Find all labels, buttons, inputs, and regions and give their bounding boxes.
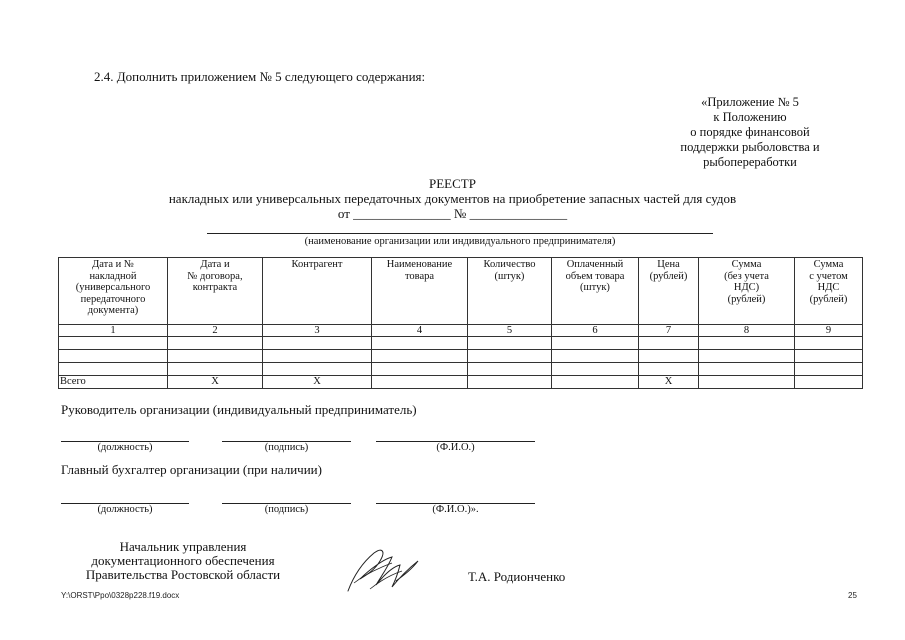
head-signature-title: Руководитель организации (индивидуальный предприниматель)	[61, 402, 417, 417]
table-cell	[699, 350, 795, 363]
position-caption: (должность)	[97, 504, 153, 515]
total-cell	[699, 376, 795, 389]
appendix-line-1: «Приложение № 5	[701, 95, 799, 109]
chief-title-line-1: Начальник управления	[119, 539, 247, 554]
appendix-line-4: поддержки рыболовства и	[680, 140, 820, 154]
handwritten-signature	[340, 545, 430, 595]
register-title: РЕЕСТР	[429, 176, 476, 191]
table-cell	[372, 363, 468, 376]
position-caption: (должность)	[97, 442, 153, 453]
table-cell	[639, 350, 699, 363]
table-cell	[468, 363, 552, 376]
table-cell	[263, 350, 372, 363]
appendix-line-2: к Положению	[713, 110, 787, 124]
appendix-header	[640, 95, 860, 170]
chief-title-line-2: документационного обеспечения	[91, 553, 275, 568]
total-row	[59, 376, 863, 389]
column-number: 2	[168, 325, 263, 337]
column-number-row	[59, 325, 863, 337]
total-cell: X	[168, 376, 263, 389]
amendment-intro: 2.4. Дополнить приложением № 5 следующего содержания:	[94, 69, 426, 84]
total-label: Всего	[59, 376, 168, 389]
table-cell	[795, 350, 863, 363]
table-cell	[552, 350, 639, 363]
organization-name-line	[207, 233, 713, 234]
header-contract-date-number: Дата и № договора, контракта	[168, 258, 263, 325]
table-cell	[372, 337, 468, 350]
table-cell	[59, 350, 168, 363]
register-table	[58, 257, 863, 389]
chief-title-line-3: Правительства Ростовской области	[85, 567, 281, 582]
signature-caption: (подпись)	[264, 504, 309, 515]
column-number: 5	[468, 325, 552, 337]
table-row	[59, 350, 863, 363]
table-cell	[552, 337, 639, 350]
column-number: 7	[639, 325, 699, 337]
column-number: 1	[59, 325, 168, 337]
total-cell	[795, 376, 863, 389]
header-product-name: Наименование товара	[372, 258, 468, 325]
total-cell: X	[639, 376, 699, 389]
table-cell	[795, 337, 863, 350]
table-cell	[263, 363, 372, 376]
page-number: 25	[848, 591, 857, 600]
appendix-line-3: о порядке финансовой	[690, 125, 810, 139]
total-cell: X	[263, 376, 372, 389]
full-name-caption: (Ф.И.О.)	[436, 442, 475, 453]
header-sum-with-vat: Сумма с учетом НДС (рублей)	[795, 258, 863, 325]
table-cell	[795, 363, 863, 376]
table-cell	[552, 363, 639, 376]
column-number: 3	[263, 325, 372, 337]
signature-caption: (подпись)	[264, 442, 309, 453]
table-row	[59, 363, 863, 376]
table-cell	[468, 350, 552, 363]
table-cell	[168, 363, 263, 376]
table-cell	[699, 363, 795, 376]
total-cell	[552, 376, 639, 389]
table-cell	[263, 337, 372, 350]
table-cell	[699, 337, 795, 350]
table-cell	[639, 363, 699, 376]
column-number: 6	[552, 325, 639, 337]
register-subtitle: накладных или универсальных передаточных документов на приобретение запасных частей для судов	[168, 191, 737, 206]
header-sum-without-vat: Сумма (без учета НДС) (рублей)	[699, 258, 795, 325]
table-cell	[372, 350, 468, 363]
total-cell	[468, 376, 552, 389]
table-cell	[639, 337, 699, 350]
chief-name: Т.А. Родионченко	[468, 569, 566, 584]
table-header-row	[59, 258, 863, 325]
header-invoice-date-number: Дата и № накладной (универсального передаточного документа)	[59, 258, 168, 325]
header-quantity: Количество (штук)	[468, 258, 552, 325]
full-name-caption: (Ф.И.О.)».	[432, 504, 479, 515]
chief-title	[58, 540, 308, 582]
table-cell	[168, 337, 263, 350]
header-paid-volume: Оплаченный объем товара (штук)	[552, 258, 639, 325]
table-cell	[468, 337, 552, 350]
table-row	[59, 337, 863, 350]
column-number: 4	[372, 325, 468, 337]
total-cell	[372, 376, 468, 389]
document-file-path: Y:\ORST\Ppo\0328p228.f19.docx	[61, 591, 180, 600]
accountant-signature-title: Главный бухгалтер организации (при наличии)	[61, 462, 322, 477]
table-cell	[168, 350, 263, 363]
column-number: 8	[699, 325, 795, 337]
appendix-line-5: рыбопереработки	[703, 155, 797, 169]
column-number: 9	[795, 325, 863, 337]
organization-name-caption: (наименование организации или индивидуального предпринимателя)	[304, 236, 616, 247]
table-cell	[59, 337, 168, 350]
table-cell	[59, 363, 168, 376]
header-price: Цена (рублей)	[639, 258, 699, 325]
register-date-number-line: от _______________ № _______________	[337, 206, 568, 221]
header-counterparty: Контрагент	[263, 258, 372, 325]
